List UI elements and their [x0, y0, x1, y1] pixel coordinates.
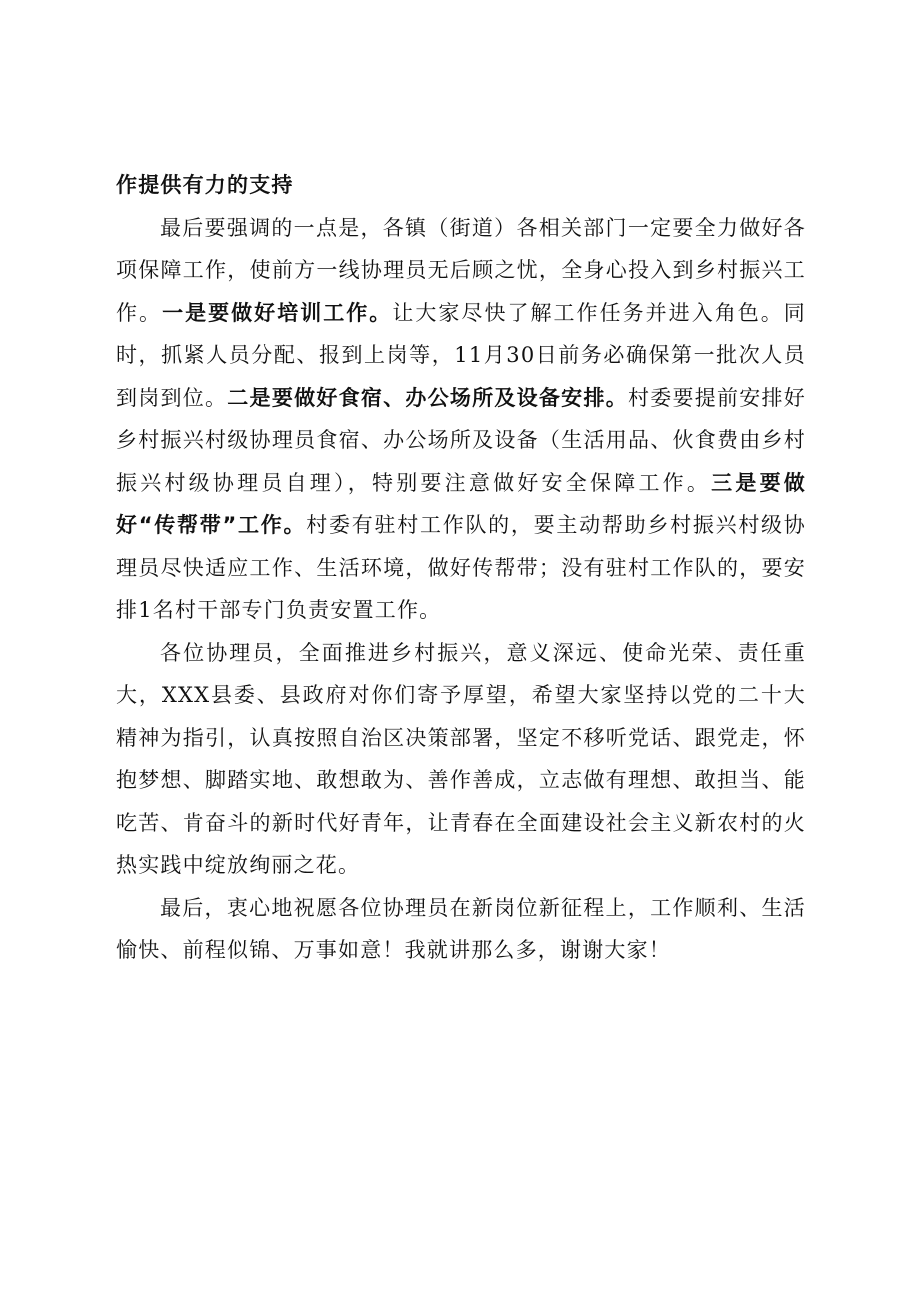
paragraph-safeguards	[116, 207, 806, 632]
bold-point-two: 二是要做好食宿、办公场所及设备安排。	[227, 385, 628, 410]
text-segment: 各位协理员，全面推进乡村振兴，意义深远、使命光荣、责任重大，XXX县委、县政府对你们寄予厚望，希望大家坚持以党的二十大精神为指引，认真按照自治区决策部署，坚定不移听党话、跟党走，怀抱梦想、脚踏实地、敢想敢为、善作善成，立志做有理想、敢担当、能吃苦、肯奋斗的新时代好青年，让青春在全面建设社会主义新农村的火热实践中绽放绚丽之花。	[116, 640, 806, 877]
paragraph-closing	[116, 887, 806, 972]
continued-line: 作提供有力的支持	[116, 173, 294, 197]
document-body	[116, 164, 806, 972]
text-segment: 最后要强调的一点是，各镇（街道）各相关部门一定要全力做好各项保障工作，使前方一线协理员无后顾之忧，全身心投入到乡村振兴工作。	[116, 215, 806, 325]
text-segment: 村委有驻村工作队的，要主动帮助乡村振兴村级协理员尽快适应工作、生活环境，做好传帮带；没有驻村工作队的，要安排1名村干部专门负责安置工作。	[116, 513, 806, 622]
bold-point-one: 一是要做好培训工作。	[162, 300, 393, 325]
text-segment: 村委要提前安排好乡村振兴村级协理员食宿、办公场所及设备（生活用品、伙食费由乡村振兴村级协理员自理），特别要注意做好安全保障工作。	[116, 385, 806, 495]
text-segment: 最后，衷心地祝愿各位协理员在新岗位新征程上，工作顺利、生活愉快、前程似锦、万事如意！我就讲那么多，谢谢大家！	[116, 895, 806, 962]
text-segment: 让大家尽快了解工作任务并进入角色。同时，抓紧人员分配、报到上岗等，11月30日前务必确保第一批次人员到岗到位。	[116, 300, 807, 410]
paragraph-expectations	[116, 632, 806, 887]
bold-point-three: 三是要做好“传帮带”工作。	[116, 470, 806, 537]
